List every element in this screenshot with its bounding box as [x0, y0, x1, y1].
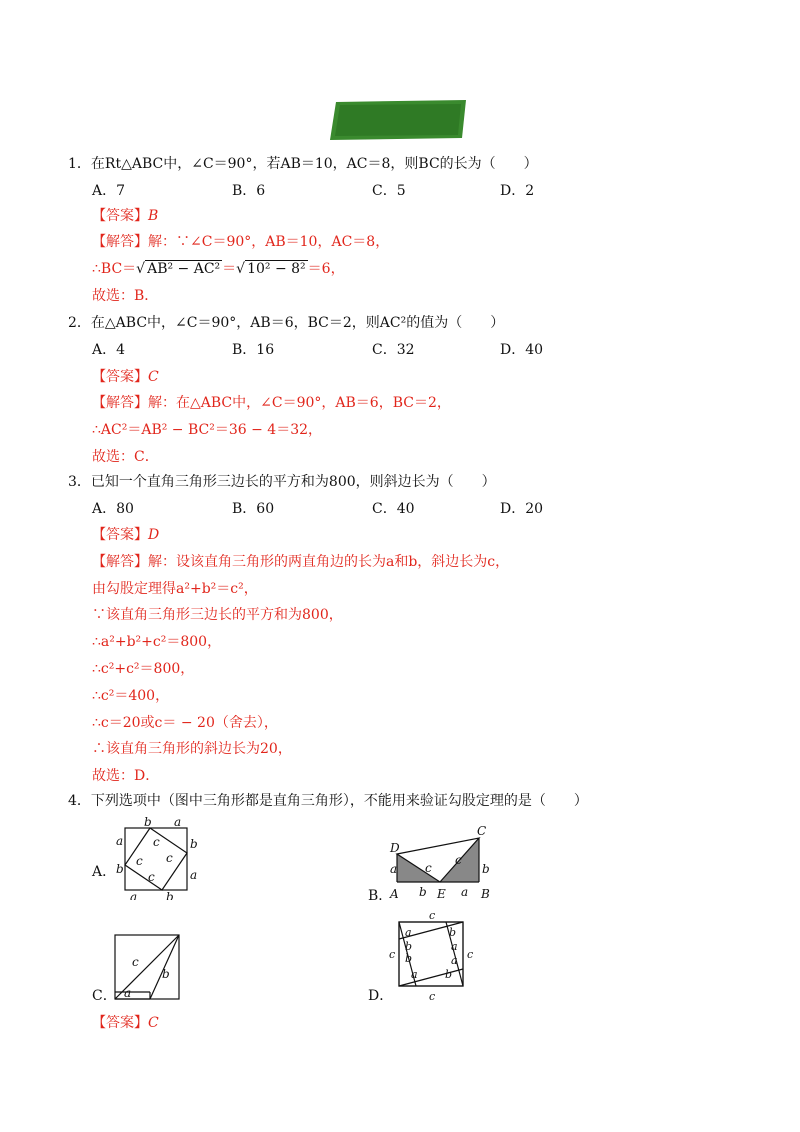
answer-value: D: [148, 527, 160, 543]
q3-step-1: 由勾股定理得a²+b²＝c²，: [92, 581, 258, 597]
formula-prefix: ∴BC＝: [92, 261, 137, 277]
answer-value: C: [148, 369, 159, 385]
fig-b-label: E: [437, 887, 446, 900]
q3-conclusion: 故选：D．: [92, 768, 160, 784]
q1-option-d: D．2: [500, 183, 535, 199]
figure-c: [110, 930, 190, 1002]
q3-option-c: C．40: [372, 501, 415, 517]
fig-a-label: c: [166, 851, 173, 865]
fig-a-label: a: [130, 890, 138, 900]
explain-text: 解：∵∠C＝90°，AB＝10，AC＝8，: [148, 234, 390, 250]
fig-b-label: c: [455, 853, 462, 867]
question-2-stem: 2．在△ABC中，∠C＝90°，AB＝6，BC＝2，则AC²的值为（ ）: [68, 315, 505, 331]
explain-tag: 【解答】: [92, 234, 148, 250]
q2-explain: [92, 393, 451, 413]
question-3-stem: 3．已知一个直角三角形三边长的平方和为800，则斜边长为（ ）: [68, 474, 496, 490]
q2-option-c: C．32: [372, 342, 415, 358]
fig-d-label: a: [451, 940, 458, 953]
fig-a-label: a: [174, 815, 182, 829]
fig-d-label: a: [411, 968, 418, 981]
fig-d-label: c: [389, 948, 396, 961]
section-banner: [330, 100, 468, 140]
q3-step-4: ∴c²+c²＝800，: [92, 661, 195, 677]
formula-result: ＝6，: [307, 261, 345, 277]
q3-option-d: D．20: [500, 501, 544, 517]
fig-d-label: c: [467, 948, 474, 961]
answer-value: C: [148, 1015, 159, 1031]
q3-step-3: ∴a²+b²+c²＝800，: [92, 634, 222, 650]
q2-conclusion: 故选：C．: [92, 449, 159, 465]
fig-b-label: B: [481, 887, 490, 900]
figure-b: [385, 820, 495, 900]
q1-option-c: C．5: [372, 183, 406, 199]
fig-b-label: D: [390, 841, 400, 855]
fig-a-label: a: [190, 868, 198, 882]
q1-option-b: B．6: [232, 183, 266, 199]
fig-a-label: b: [144, 815, 152, 829]
q4-option-d-label: D．: [368, 988, 394, 1004]
fig-b-label: a: [390, 862, 398, 876]
answer-tag: 【答案】: [92, 369, 148, 385]
question-4-stem: 4．下列选项中（图中三角形都是直角三角形），不能用来验证勾股定理的是（ ）: [68, 793, 588, 809]
explain-tag: 【解答】: [92, 554, 148, 570]
q2-step-1: ∴AC²＝AB² − BC²＝36 − 4＝32，: [92, 422, 323, 438]
formula-eq: ＝: [222, 261, 237, 277]
q2-option-b: B．16: [232, 342, 275, 358]
figure-d: [385, 910, 480, 1005]
formula-root-2: 10² − 8²: [247, 261, 306, 277]
fig-d-label: b: [405, 940, 413, 953]
fig-a-label: c: [148, 870, 155, 884]
explain-tag: 【解答】: [92, 395, 148, 411]
fig-a-label: b: [190, 837, 198, 851]
q2-option-d: D．40: [500, 342, 544, 358]
fig-a-label: a: [116, 834, 124, 848]
fig-b-label: A: [390, 887, 399, 900]
fig-c-label: c: [132, 955, 139, 969]
fig-a-label: c: [136, 854, 143, 868]
fig-c-label: a: [124, 986, 132, 1000]
q1-explain: [92, 232, 389, 252]
fig-b-label: b: [482, 862, 490, 876]
fig-d-label: a: [405, 926, 412, 939]
q3-option-b: B．60: [232, 501, 275, 517]
fig-d-label: b: [405, 952, 413, 965]
fig-b-label: b: [419, 885, 427, 899]
fig-d-label: c: [429, 990, 436, 1003]
q1-answer: [92, 206, 158, 226]
q1-option-a: A．7: [92, 183, 126, 199]
fig-b-label: c: [425, 861, 432, 875]
answer-tag: 【答案】: [92, 527, 148, 543]
fig-a-label: c: [153, 835, 160, 849]
q3-step-6: ∴c＝20或c＝ − 20（舍去），: [92, 715, 278, 731]
question-1-stem: 1．在Rt△ABC中，∠C＝90°，若AB＝10，AC＝8，则BC的长为（ ）: [68, 156, 538, 172]
q3-option-a: A．80: [92, 501, 134, 517]
q2-option-a: A．4: [92, 342, 126, 358]
q4-option-b-label: B．: [368, 888, 393, 904]
q3-answer: [92, 525, 159, 545]
q3-explain: [92, 552, 509, 572]
explain-text: 解：设该直角三角形的两直角边的长为a和b，斜边长为c，: [148, 554, 510, 570]
fig-a-label: b: [166, 890, 174, 900]
q3-step-2: ∵该直角三角形三边长的平方和为800，: [92, 607, 343, 623]
q1-conclusion: 故选：B．: [92, 288, 159, 304]
q4-option-a-label: A．: [92, 864, 117, 880]
fig-d-label: c: [429, 910, 436, 922]
banner-title: 强化训练: [32, 10, 105, 29]
answer-value: B: [148, 208, 159, 224]
fig-b-label: a: [461, 885, 469, 899]
q4-answer: [92, 1013, 159, 1033]
fig-c-label: b: [162, 967, 170, 981]
explain-text: 解：在△ABC中，∠C＝90°，AB＝6，BC＝2，: [148, 395, 451, 411]
q3-step-5: ∴c²＝400，: [92, 688, 170, 704]
q2-answer: [92, 367, 159, 387]
formula-root-1: AB² − AC²: [147, 261, 221, 277]
q1-formula: ∴BC＝√ AB² − AC² ＝√ 10² − 8² ＝6，: [92, 261, 345, 277]
fig-d-label: a: [451, 954, 458, 967]
answer-tag: 【答案】: [92, 208, 148, 224]
fig-b-label: C: [477, 824, 487, 838]
fig-d-label: b: [449, 926, 457, 939]
q4-option-c-label: C．: [92, 988, 117, 1004]
fig-d-label: b: [445, 968, 453, 981]
figure-a: [110, 815, 205, 900]
q3-step-7: ∴该直角三角形的斜边长为20，: [92, 741, 292, 757]
fig-a-label: b: [116, 862, 124, 876]
answer-tag: 【答案】: [92, 1015, 148, 1031]
